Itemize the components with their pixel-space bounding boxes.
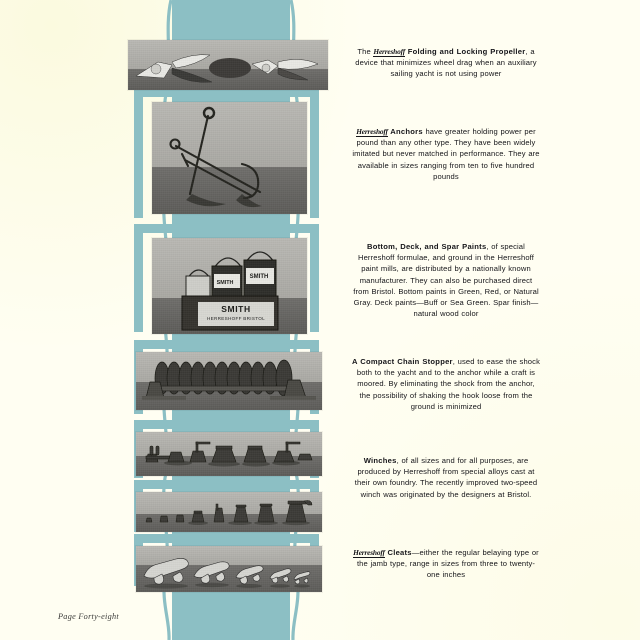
herreshoff-script-mark: Herreshoff xyxy=(373,47,405,56)
caption-lead-bold: Winches xyxy=(363,456,397,465)
caption-anchors xyxy=(352,126,540,182)
anchor-photo xyxy=(152,102,307,214)
caption-body: , a device that minimizes wheel drag when an auxiliary sailing yacht is not using power xyxy=(355,47,537,79)
herreshoff-script-mark: Herreshoff xyxy=(353,548,385,557)
caption-lead-bold: Bottom, Deck, and Spar Paints xyxy=(367,242,487,251)
teal-stripe-right-2 xyxy=(310,232,319,332)
teal-hband-5 xyxy=(134,480,319,489)
teal-hband-6 xyxy=(134,534,319,543)
caption-propeller xyxy=(352,46,540,80)
caption-lead-bold: A Compact Chain Stopper xyxy=(352,357,453,366)
caption-lead-bold: Cleats xyxy=(384,548,412,557)
cleats-photo xyxy=(136,546,322,592)
svg-text:SMITH: SMITH xyxy=(221,304,251,314)
caption-lead-bold: Folding and Locking Propeller xyxy=(404,47,526,56)
teal-hband-2 xyxy=(134,224,319,233)
teal-hband-4 xyxy=(134,420,319,429)
caption-lead-bold: Anchors xyxy=(387,127,423,136)
herreshoff-script-mark: Herreshoff xyxy=(356,127,388,136)
caption-cleats xyxy=(352,547,540,581)
caption-body: , used to ease the shock both to the yacht and to the anchor while a craft is moored. By eliminating the shock from the anchor, the possibility of shaking the hook loose from the ground is minimized xyxy=(356,357,540,411)
propeller-photo xyxy=(128,40,328,90)
caption-body: , of all sizes and for all purposes, are produced by Herreshoff from special alloys cast at their own foundry. The recently improved two-speed winch was originated by the designers at Bristol. xyxy=(354,456,538,499)
svg-text:SMITH: SMITH xyxy=(249,274,269,280)
teal-stripe-right-1 xyxy=(310,96,319,218)
paint-cans-photo xyxy=(152,238,307,334)
caption-body: , of special Herreshoff formulae, and ground in the Herreshoff paint mills, are distributed by a nationally known manufacturer. They can also be purchased direct from Bristol. Bottom paints in Green, Red, or Natural Gray. Deck paints—Buff or Sea Green. Spar finish—natural wood color xyxy=(353,242,539,319)
caption-winches xyxy=(352,455,540,500)
winches-photo-lower xyxy=(136,492,322,532)
teal-hband-3 xyxy=(134,340,319,349)
caption-paints xyxy=(352,241,540,319)
caption-body: have greater holding power per pound than any other type. They have been widely imitated but never matched in performance. They are available in sizes ranging from ten to five hundred pounds xyxy=(352,127,540,181)
chain-stopper-photo xyxy=(136,352,322,410)
winches-photo xyxy=(136,432,322,476)
page-number: Page Forty-eight xyxy=(58,612,119,621)
caption-lead-plain: The xyxy=(357,47,374,56)
teal-stripe-left-2 xyxy=(134,232,143,332)
svg-text:SMITH: SMITH xyxy=(216,280,234,286)
teal-stripe-left-1 xyxy=(134,96,143,218)
caption-body: —either the regular belaying type or the jamb type, range in sizes from three to twenty-one inches xyxy=(356,548,539,580)
caption-chain-stopper xyxy=(352,356,540,412)
svg-text:HERRESHOFF BRISTOL: HERRESHOFF BRISTOL xyxy=(207,316,265,321)
